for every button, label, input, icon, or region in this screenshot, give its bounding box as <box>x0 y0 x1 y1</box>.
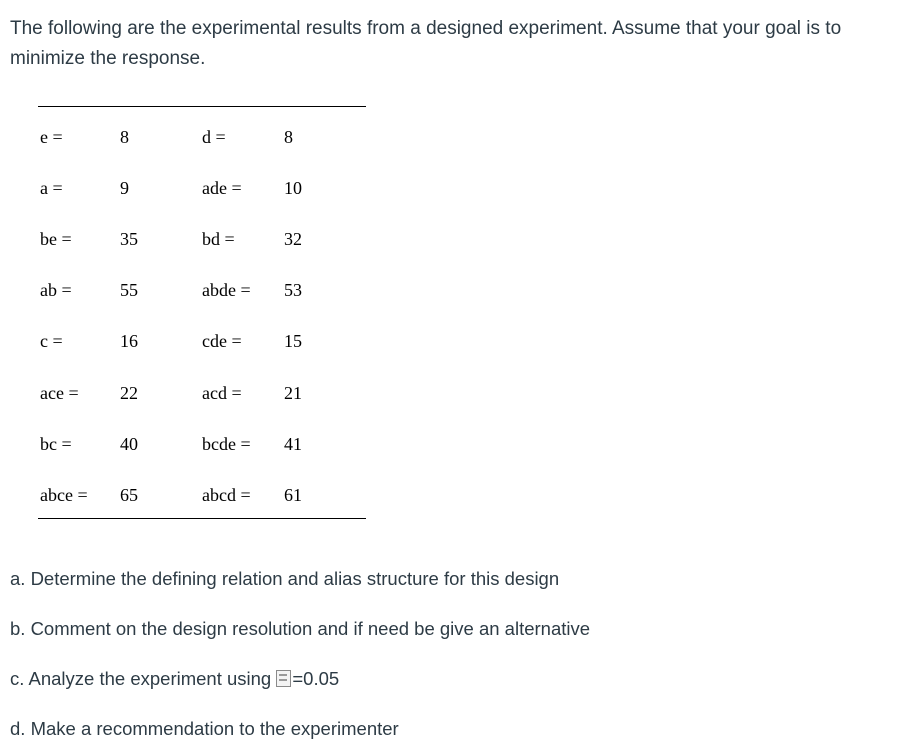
run-value: 21 <box>284 383 302 403</box>
run-value: 10 <box>284 178 302 198</box>
run-label: bcde = <box>202 434 251 454</box>
intro-paragraph: The following are the experimental results from a designed experiment. Assume that your goal is to minimize the response. <box>10 18 842 69</box>
run-value: 22 <box>120 383 138 403</box>
run-value: 61 <box>284 485 302 505</box>
table-bottom-rule <box>38 518 366 519</box>
run-label: ade = <box>202 178 242 198</box>
run-label: ace = <box>40 383 79 403</box>
run-label: e = <box>40 127 63 147</box>
run-value: 8 <box>120 127 129 147</box>
question-c-prefix: c. Analyze the experiment using <box>10 668 277 689</box>
run-label: abce = <box>40 485 88 505</box>
run-label: abde = <box>202 280 251 300</box>
run-label: ab = <box>40 280 72 300</box>
table-top-rule <box>38 106 366 107</box>
run-label: be = <box>40 229 72 249</box>
question-b: b. Comment on the design resolution and if need be give an alternative <box>10 618 591 639</box>
run-value: 9 <box>120 178 129 198</box>
run-value: 15 <box>284 331 302 351</box>
run-label: acd = <box>202 383 242 403</box>
run-label: bd = <box>202 229 235 249</box>
question-d: d. Make a recommendation to the experimenter <box>10 718 399 739</box>
run-value: 8 <box>284 127 293 147</box>
run-value: 41 <box>284 434 302 454</box>
run-label: cde = <box>202 331 242 351</box>
run-label: a = <box>40 178 63 198</box>
run-label: d = <box>202 127 226 147</box>
question-c <box>10 667 339 691</box>
run-label: abcd = <box>202 485 251 505</box>
run-label: c = <box>40 331 63 351</box>
question-a: a. Determine the defining relation and alias structure for this design <box>10 568 560 589</box>
run-value: 40 <box>120 434 138 454</box>
run-value: 55 <box>120 280 138 300</box>
run-value: 16 <box>120 331 138 351</box>
question-c-suffix: =0.05 <box>292 668 340 689</box>
run-value: 35 <box>120 229 138 249</box>
run-label: bc = <box>40 434 72 454</box>
run-value: 65 <box>120 485 138 505</box>
broken-image-icon <box>276 670 291 687</box>
run-value: 53 <box>284 280 302 300</box>
run-value: 32 <box>284 229 302 249</box>
